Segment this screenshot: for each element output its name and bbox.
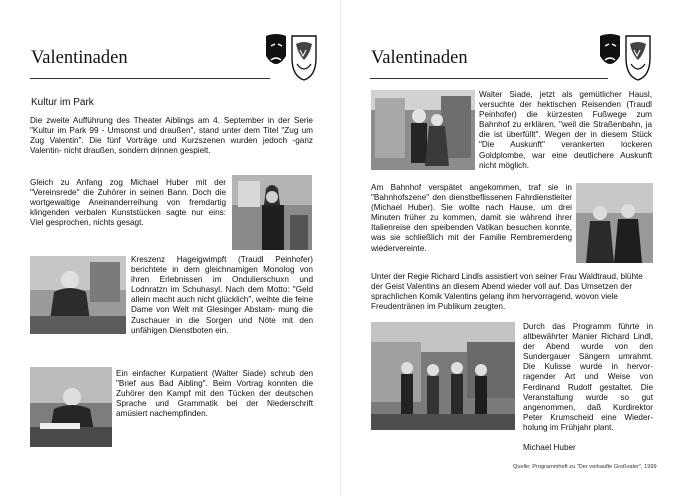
- paragraph-programm: Durch das Programm führte in altbewährter Manier Richard Lindl, der Abend wurde von den Sundergauer Sängern umrahmt. Die Kulisse wurde in hervor- ragender Art und Weise von Ferdinand Rudolf gestaltet. Die Veranstaltung wurde so gut angenommen, daß Kurdirektor Peter Krumscheid eine Wieder- holung im Frühjahr plant.: [523, 322, 653, 432]
- source-note: Quelle: Programmheft zu "Der verkaufte Großvater", 1999: [513, 464, 657, 470]
- photo-ensemble: [371, 322, 515, 430]
- author-signature: Michael Huber: [523, 443, 576, 452]
- paragraph-vereinsrede: Gleich zu Anfang zog Michael Huber mit der "Vereinsrede" die Zuhörer in seinen Bann. Doch die wortgewaltige Aneinanderreihung von fremdartig klingenden verbalen Kunststücken sagte nur eins: Viel gesprochen, nichts gesagt.: [30, 178, 226, 228]
- paragraph-intro: Die zweite Aufführung des Theater Aiblings am 4. September in der Serie "Kultur im Park 99 - Umsonst und draußen", stand unter dem Titel "Zug um Zug Valentin". Die fünf Vorträge und Kurzszenen wurden jedoch -ganz Valentin- nicht draußen, sondern drinnen gespielt.: [30, 116, 313, 156]
- paragraph-regie: Unter der Regie Richard Lindls assistiert von seiner Frau Waldtraud, blühte der Geist Valentins an diesem Abend wieder voll auf. Das Umsetzen der sprachlichen Komik Valentins gelang ihm hervorragend, wovon viele Freudentränen im Publikum zeugten.: [371, 272, 643, 312]
- right-page: [341, 0, 682, 496]
- page-title: Valentinaden: [31, 48, 128, 68]
- title-rule: [30, 78, 270, 79]
- photo-walter-siade: [30, 367, 112, 447]
- section-heading: Kultur im Park: [31, 97, 94, 108]
- photo-bahnhofszene: [576, 183, 653, 263]
- theater-logo-icon: [262, 30, 320, 82]
- photo-michael-huber: [232, 175, 312, 250]
- photo-die-auskunft: [371, 90, 475, 170]
- page-title: Valentinaden: [371, 48, 468, 68]
- theater-logo-icon: [596, 30, 654, 82]
- paragraph-hausl: Walter Siade, jetzt als gemütlicher Hausl, versuchte der hektischen Reisenden (Traudl Peinhofer) die kürzesten Fußwege zum Bahnhof zu erklären, "weil die Straßenbahn, ja die ist überfüllt". Wegen der in diesem Stück "Die Auskunft" verankerten lockeren Goldplombe, war eine deutlichere Auskunft nicht möglich.: [479, 90, 652, 170]
- title-rule: [370, 78, 608, 79]
- paragraph-kurpatient: Ein einfacher Kurpatient (Walter Siade) schrub den "Brief aus Bad Aibling". Beim Vortrag konnten die Zuhörer den Kampf mit den Tücken der deutschen Sprache und Grammatik bei der Niederschrift amüsiert nachempfinden.: [116, 369, 313, 419]
- photo-traudl-peinhofer: [30, 256, 126, 334]
- paragraph-bahnhof: Am Bahnhof verspätet angekommen, traf sie in "Bahnhofszene" den dienstbeflissenen Fahrdienstleiter (Michael Huber). Sie wollte nach Hause, um drei Minuten früher zu kommen, damit sie während ihrer Italienreise den speibenden Vatikan besuchen konnte, was sie schließlich mit der Familie Rembremerdeng wiedervereinte.: [371, 183, 572, 253]
- paragraph-kreszenz: Kreszenz Hageigwimpft (Traudl Peinhofer) berichtete in dem gleichnamigen Monolog von ihren Erlebnissen im Ondulierschuxn und Lodnratzn im Schuhasyl. Nach dem Motto: "Geld allein macht auch nicht glücklich", weihte die feine Dame von Welt mit Glesinger Abstam- mung die Zuschauer in die Sorgen und Nöte mit den unfähigen Dienstboten ein.: [131, 255, 313, 335]
